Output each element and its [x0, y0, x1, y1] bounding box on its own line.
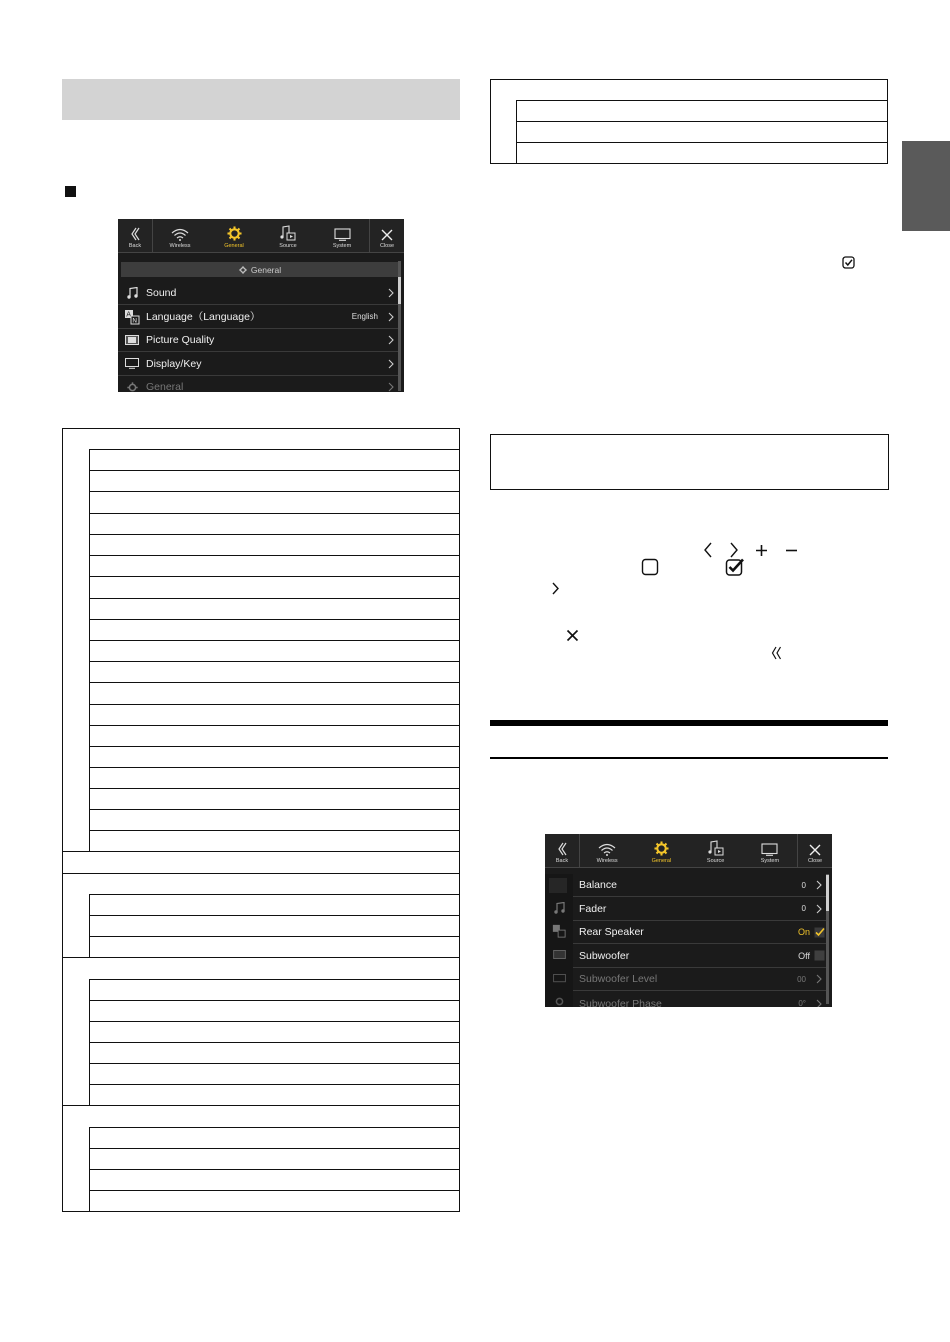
group-1-indent-line — [89, 449, 90, 851]
note-box — [490, 434, 889, 490]
section-rule-thin — [490, 757, 888, 759]
monitor-icon — [334, 228, 351, 241]
list-item-picture-quality[interactable] — [118, 329, 398, 352]
tab-general[interactable] — [634, 834, 688, 867]
wifi-icon — [171, 228, 189, 241]
close-button[interactable] — [798, 834, 832, 867]
music-note-icon — [554, 902, 565, 914]
general-label: General — [224, 243, 244, 249]
fader-value: 0 — [801, 904, 806, 913]
gear-icon — [654, 841, 669, 856]
back-label: Back — [555, 858, 569, 864]
subwoofer-level-value: 00 — [797, 974, 806, 984]
chapter-tab — [902, 141, 950, 231]
tab-system[interactable] — [743, 834, 797, 867]
checkbox-checked-icon — [725, 557, 745, 577]
list-item-language[interactable] — [118, 305, 398, 329]
list-item-subwoofer-level[interactable] — [573, 968, 826, 991]
minus-icon — [785, 544, 798, 557]
side-icon-column — [545, 874, 573, 1007]
music-note-icon — [127, 287, 138, 299]
tab-source[interactable] — [689, 834, 743, 867]
list-header-title: General — [250, 264, 282, 275]
checkbox-unchecked-icon — [641, 558, 659, 576]
film-icon — [553, 950, 566, 959]
monitor-icon — [553, 974, 566, 984]
gear-icon — [239, 266, 247, 274]
double-chevron-left-icon — [771, 646, 782, 660]
close-icon — [566, 629, 579, 642]
language-value: English — [351, 312, 378, 321]
chevron-right-icon — [388, 288, 394, 298]
rear-speaker-label: Rear Speaker — [579, 926, 644, 938]
balance-label: Balance — [579, 879, 617, 891]
wifi-icon — [598, 843, 616, 856]
music-source-icon — [708, 840, 724, 856]
top-nav-bar — [118, 219, 404, 253]
scroll-thumb[interactable] — [398, 277, 401, 304]
subwoofer-phase-label: Subwoofer Phase — [579, 997, 662, 1007]
film-icon — [125, 335, 139, 345]
monitor-icon — [125, 358, 139, 369]
language-label: Language（Language） — [146, 311, 261, 323]
chevron-right-icon — [816, 904, 822, 914]
list-item-rear-speaker[interactable] — [573, 921, 826, 944]
plus-icon — [755, 544, 768, 557]
top-nav-bar — [545, 834, 832, 868]
back-chevron-icon — [557, 842, 567, 856]
system-label: System — [332, 243, 352, 249]
language-icon — [124, 309, 140, 325]
display-key-label: Display/Key — [146, 357, 202, 370]
source-label: Source — [706, 858, 725, 864]
tab-system[interactable] — [315, 219, 369, 252]
rear-speaker-value: On — [797, 927, 810, 937]
chevron-right-icon — [388, 382, 394, 392]
general-settings-screenshot — [118, 219, 404, 392]
list-item-balance[interactable] — [573, 874, 826, 897]
side-blank-icon — [549, 878, 567, 893]
table-outline — [62, 428, 460, 1212]
tab-source[interactable] — [261, 219, 315, 252]
group-2-indent-line — [89, 894, 90, 957]
close-icon — [381, 229, 393, 241]
subwoofer-label: Subwoofer — [579, 949, 630, 962]
section-rule-thick — [490, 720, 888, 726]
general-item-label: General — [146, 381, 184, 392]
svg-text:N: N — [132, 316, 138, 325]
scroll-thumb[interactable] — [826, 875, 829, 911]
gear-icon — [227, 226, 242, 241]
subwoofer-phase-value: 0° — [798, 999, 806, 1007]
chevron-right-icon — [551, 582, 560, 595]
checkbox-unchecked-icon[interactable] — [814, 950, 825, 961]
subwoofer-value: Off — [798, 950, 810, 961]
picture-quality-label: Picture Quality — [146, 334, 215, 346]
checkbox-checked-icon[interactable] — [814, 927, 825, 938]
balance-value: 0 — [801, 880, 806, 890]
general-label: General — [651, 858, 672, 864]
sound-label: Sound — [146, 286, 177, 299]
back-button[interactable] — [118, 219, 152, 252]
system-label: System — [760, 858, 780, 864]
chevron-right-icon — [816, 999, 822, 1008]
list-item-display-key[interactable] — [118, 352, 398, 376]
fader-label: Fader — [579, 902, 607, 915]
right-top-table — [490, 79, 888, 164]
close-icon — [809, 844, 821, 856]
svg-text:A: A — [126, 310, 131, 319]
section-header-band — [62, 79, 460, 120]
chevron-right-icon — [388, 359, 394, 369]
music-source-icon — [280, 225, 296, 241]
list-item-sound[interactable] — [118, 281, 398, 305]
list-item-subwoofer-phase[interactable] — [573, 992, 826, 1007]
close-button[interactable] — [370, 219, 404, 252]
language-icon — [552, 924, 566, 938]
checkbox-checked-icon — [842, 256, 855, 269]
chevron-right-icon — [816, 880, 822, 890]
chevron-right-icon — [816, 974, 822, 984]
tab-general[interactable] — [207, 219, 261, 252]
wireless-label: Wireless — [169, 243, 191, 249]
list-item-general[interactable] — [118, 377, 398, 392]
chevron-right-icon — [388, 335, 394, 345]
gear-icon — [554, 996, 565, 1007]
chevron-right-icon — [729, 542, 739, 558]
list-header — [121, 262, 399, 277]
monitor-icon — [761, 843, 778, 856]
gear-icon — [127, 382, 138, 393]
back-label: Back — [128, 243, 142, 249]
chevron-right-icon — [388, 312, 394, 322]
source-label: Source — [279, 243, 297, 249]
subwoofer-level-label: Subwoofer Level — [579, 973, 658, 985]
wireless-label: Wireless — [596, 858, 618, 864]
close-label: Close — [379, 243, 395, 249]
chevron-left-icon — [703, 542, 713, 558]
square-bullet-icon — [65, 186, 76, 197]
sound-settings-screenshot — [545, 834, 832, 1007]
tab-wireless[interactable] — [153, 219, 207, 252]
sound-list — [573, 874, 826, 1007]
back-button[interactable] — [545, 834, 579, 867]
tab-wireless[interactable] — [580, 834, 634, 867]
back-chevron-icon — [130, 227, 140, 241]
close-label: Close — [807, 858, 823, 864]
list-item-fader[interactable] — [573, 897, 826, 921]
list-item-subwoofer[interactable] — [573, 944, 826, 968]
settings-table — [62, 428, 460, 1212]
